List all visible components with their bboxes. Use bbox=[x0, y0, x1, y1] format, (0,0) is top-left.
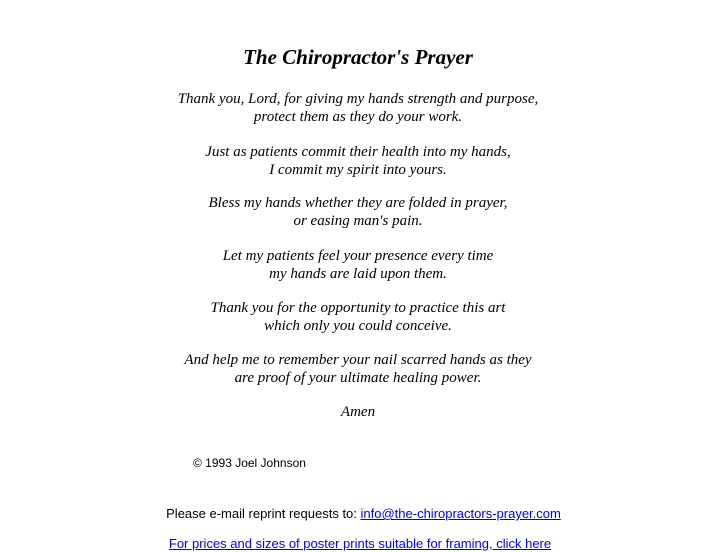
poster-prints-link[interactable]: For prices and sizes of poster prints suitable for framing, click here bbox=[168, 536, 552, 551]
email-link[interactable]: info@the-chiropractors-prayer.com bbox=[360, 506, 561, 521]
stanza-line: Just as patients commit their health into my hands, bbox=[205, 144, 511, 160]
stanza bbox=[0, 194, 716, 230]
stanza bbox=[0, 143, 716, 179]
stanza bbox=[0, 351, 716, 387]
stanza-line: I commit my spirit into yours. bbox=[269, 162, 447, 178]
stanza bbox=[0, 247, 716, 283]
prints-line bbox=[0, 536, 720, 552]
stanza-line: or easing man's pain. bbox=[293, 213, 423, 229]
stanza-line: Let my patients feel your presence every time bbox=[222, 248, 494, 264]
stanza-line: Thank you, Lord, for giving my hands strength and purpose, bbox=[177, 91, 539, 107]
stanza-line: which only you could conceive. bbox=[264, 318, 452, 334]
copyright-notice: © 1993 Joel Johnson bbox=[193, 456, 306, 470]
closing-amen: Amen bbox=[340, 404, 376, 420]
stanza bbox=[0, 299, 716, 335]
contact-line bbox=[0, 506, 727, 522]
contact-prefix: Please e-mail reprint requests to: bbox=[166, 506, 361, 521]
stanza-line: Thank you for the opportunity to practice this art bbox=[210, 300, 506, 316]
stanza-line: And help me to remember your nail scarred hands as they bbox=[184, 352, 532, 368]
stanza bbox=[0, 90, 716, 126]
stanza-line: my hands are laid upon them. bbox=[269, 266, 447, 282]
stanza-line: protect them as they do your work. bbox=[253, 109, 463, 125]
stanza-line: are proof of your ultimate healing power. bbox=[234, 370, 482, 386]
stanza-line: Bless my hands whether they are folded in prayer, bbox=[208, 195, 508, 211]
page-title: The Chiropractor's Prayer bbox=[243, 45, 473, 69]
